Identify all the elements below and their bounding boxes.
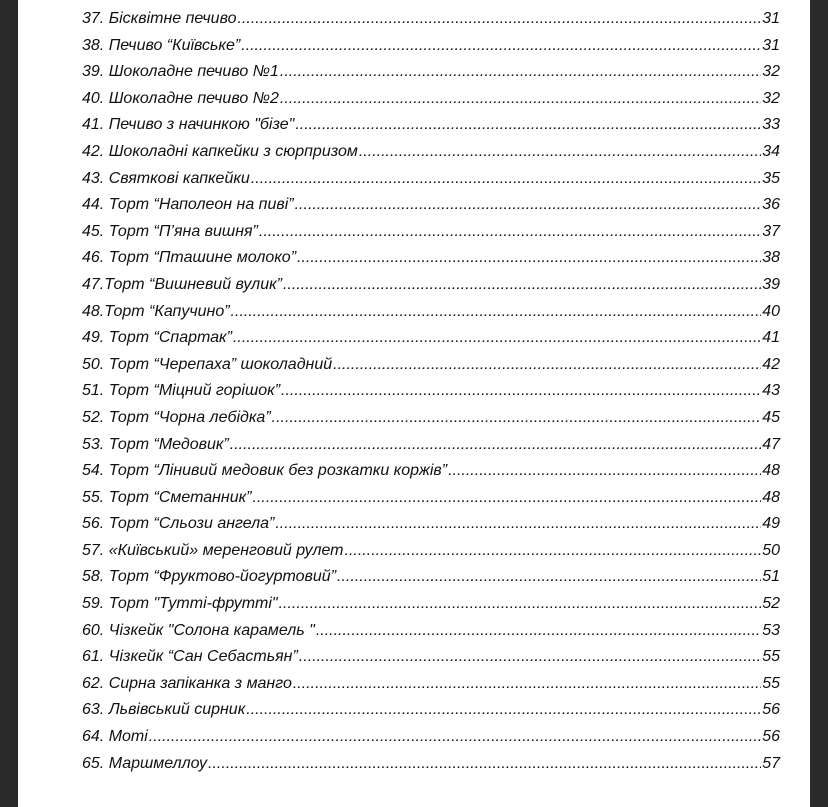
toc-entry[interactable] [82,755,780,782]
toc-entry-title: 45. Торт “П’яна вишня” [82,222,258,240]
dot-leader [241,37,761,55]
dot-leader [208,755,761,773]
toc-entry-page: 31 [762,10,780,27]
toc-entry[interactable] [82,648,780,675]
toc-entry[interactable] [82,90,780,117]
toc-entry[interactable] [82,568,780,595]
toc-entry-page: 55 [762,648,780,666]
toc-entry-title: 43. Святкові капкейки [82,169,250,187]
toc-entry-title: 58. Торт “Фруктово-йогуртовий” [82,568,337,586]
toc-entry-title: 47.Торт “Вишневий вулик” [82,275,282,293]
toc-entry[interactable] [82,303,780,330]
toc-entry-page: 43 [762,382,780,400]
toc-entry-title: 40. Шоколадне печиво №2 [82,89,279,107]
dot-leader [251,170,761,188]
toc-entry-title: 54. Торт “Лінивий медовик без розкатки коржів” [82,462,448,480]
dot-leader [359,143,761,161]
dot-leader [316,622,761,640]
toc-entry[interactable] [82,595,780,622]
toc-entry-page: 51 [762,568,780,586]
toc-entry-page: 48 [762,462,780,480]
toc-entry[interactable] [82,409,780,436]
toc-entry[interactable] [82,622,780,649]
toc-entry[interactable] [82,701,780,728]
toc-entry-title: 50. Торт “Черепаха” шоколадний [82,355,333,373]
toc-entry-title: 61. Чізкейк “Сан Себастьян” [82,648,298,666]
toc-entry[interactable] [82,675,780,702]
dot-leader [237,10,761,28]
dot-leader [230,436,761,454]
dot-leader [280,63,761,81]
toc-entry-page: 53 [762,621,780,639]
dot-leader [281,382,761,400]
toc-entry[interactable] [82,489,780,516]
toc-entry-title: 62. Сирна запіканка з манго [82,674,292,692]
toc-entry-page: 45 [762,408,780,426]
toc-entry-page: 33 [762,116,780,134]
toc-entry-page: 57 [762,754,780,772]
toc-entry[interactable] [82,276,780,303]
toc-entry[interactable] [82,515,780,542]
dot-leader [233,329,761,347]
toc-entry-page: 31 [762,36,780,54]
toc-entry[interactable] [82,10,780,37]
dot-leader [337,568,761,586]
table-of-contents [82,10,780,781]
toc-entry[interactable] [82,37,780,64]
toc-entry-title: 41. Печиво з начинкою "бізе" [82,116,295,134]
toc-entry-page: 37 [762,222,780,240]
toc-entry-page: 39 [762,275,780,293]
toc-entry[interactable] [82,170,780,197]
toc-entry[interactable] [82,542,780,569]
dot-leader [297,249,761,267]
toc-entry-page: 40 [762,302,780,320]
dot-leader [272,409,762,427]
toc-entry[interactable] [82,196,780,223]
toc-entry-page: 41 [762,329,780,347]
toc-entry[interactable] [82,356,780,383]
toc-entry[interactable] [82,436,780,463]
toc-entry-page: 47 [762,435,780,453]
toc-entry-title: 39. Шоколадне печиво №1 [82,63,279,81]
dot-leader [259,223,761,241]
toc-entry-page: 35 [762,169,780,187]
toc-entry[interactable] [82,223,780,250]
toc-entry-title: 55. Торт “Сметанник” [82,488,252,506]
toc-entry-page: 50 [762,541,780,559]
toc-entry[interactable] [82,249,780,276]
toc-entry-page: 48 [762,488,780,506]
toc-entry-title: 42. Шоколадні капкейки з сюрпризом [82,142,358,160]
toc-entry-page: 55 [762,674,780,692]
toc-entry-title: 63. Львівський сирник [82,701,246,719]
document-page [18,0,810,807]
toc-entry-page: 56 [762,701,780,719]
toc-entry-page: 56 [762,728,780,746]
toc-entry-title: 56. Торт “Сльози ангела” [82,515,275,533]
toc-entry-page: 34 [762,142,780,160]
dot-leader [283,276,761,294]
dot-leader [149,728,761,746]
dot-leader [275,515,761,533]
dot-leader [253,489,762,507]
dot-leader [293,675,761,693]
toc-entry[interactable] [82,143,780,170]
toc-entry-page: 36 [762,196,780,214]
toc-entry-title: 37. Бісквітне печиво [82,10,237,27]
toc-entry-title: 48.Торт “Капучино” [82,302,230,320]
toc-entry[interactable] [82,116,780,143]
toc-entry[interactable] [82,728,780,755]
toc-entry-title: 60. Чізкейк "Солона карамель " [82,621,315,639]
dot-leader [231,303,762,321]
toc-entry[interactable] [82,382,780,409]
toc-entry-page: 32 [762,63,780,81]
toc-entry-page: 32 [762,89,780,107]
toc-entry[interactable] [82,329,780,356]
dot-leader [280,90,761,108]
toc-entry-page: 42 [762,355,780,373]
dot-leader [333,356,761,374]
toc-entry[interactable] [82,63,780,90]
toc-entry-title: 64. Моті [82,728,148,746]
toc-entry-page: 52 [762,595,780,613]
toc-entry-page: 49 [762,515,780,533]
toc-entry-title: 53. Торт “Медовик” [82,435,229,453]
toc-entry-title: 44. Торт “Наполеон на пиві” [82,196,294,214]
dot-leader [345,542,762,560]
dot-leader [246,701,761,719]
toc-entry-title: 57. «Київський» меренговий рулет [82,541,344,559]
toc-entry-title: 49. Торт “Спартак” [82,329,232,347]
dot-leader [295,196,762,214]
toc-entry-title: 59. Торт "Тутті-фрутті" [82,595,278,613]
dot-leader [279,595,762,613]
dot-leader [295,116,761,134]
toc-entry-title: 65. Маршмеллоу [82,754,208,772]
toc-entry-title: 38. Печиво “Київське” [82,36,241,54]
toc-entry-page: 38 [762,249,780,267]
toc-entry-title: 51. Торт “Міцний горішок” [82,382,281,400]
dot-leader [448,462,761,480]
toc-entry-title: 52. Торт “Чорна лебідка” [82,408,271,426]
toc-entry-title: 46. Торт “Пташине молоко” [82,249,297,267]
dot-leader [299,648,761,666]
toc-entry[interactable] [82,462,780,489]
